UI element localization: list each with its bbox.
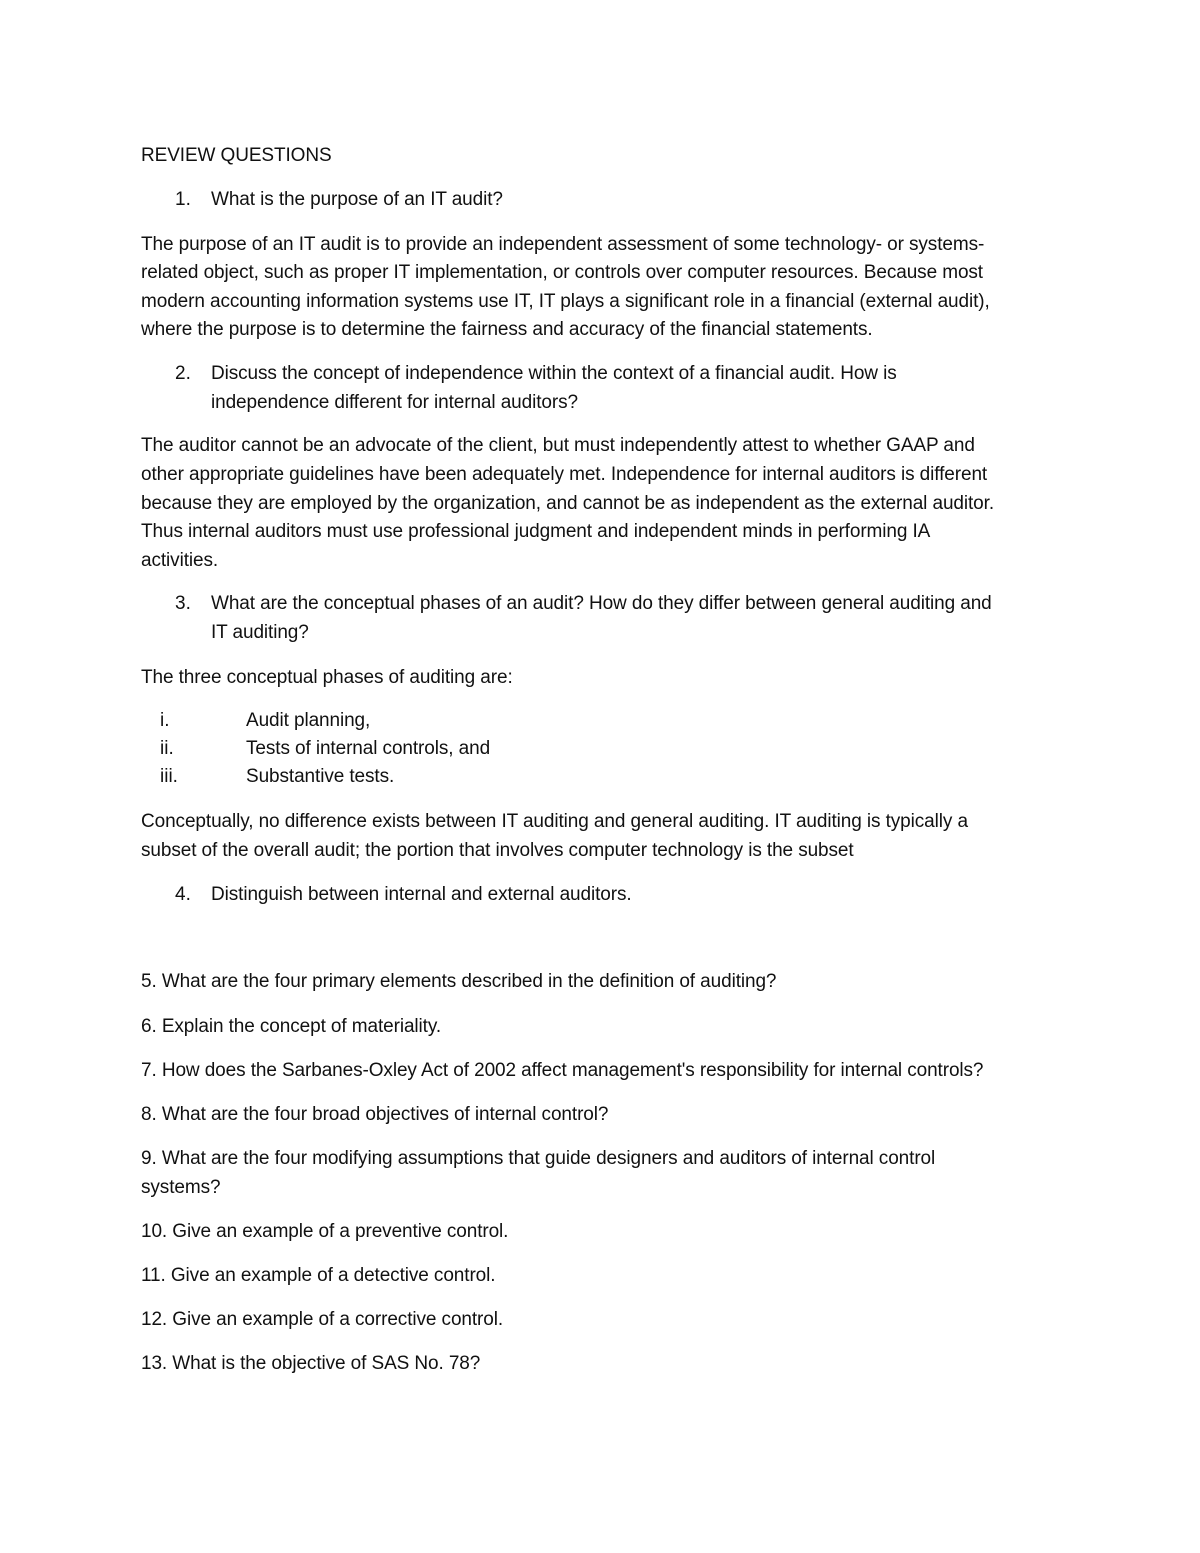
question-2-number: 2. [175, 363, 191, 384]
question-13: 13. What is the objective of SAS No. 78? [141, 1353, 481, 1374]
answer-3-conclusion-line: Conceptually, no difference exists between IT auditing and general auditing. IT auditing is typically a [141, 811, 968, 832]
phase-number: ii. [160, 738, 174, 759]
answer-2-line: Thus internal auditors must use professional judgment and independent minds in performing IA [141, 521, 931, 542]
phase-number: i. [160, 710, 170, 731]
question-5: 5. What are the four primary elements described in the definition of auditing? [141, 971, 777, 992]
question-10: 10. Give an example of a preventive control. [141, 1221, 509, 1242]
phase-text: Substantive tests. [246, 766, 395, 787]
answer-3-intro: The three conceptual phases of auditing are: [141, 667, 513, 688]
answer-1-line: modern accounting information systems use IT, IT plays a significant role in a financial (external audit), [141, 291, 990, 312]
question-9-line: systems? [141, 1177, 221, 1198]
question-9-line: 9. What are the four modifying assumptions that guide designers and auditors of internal control [141, 1148, 936, 1169]
answer-1-line: where the purpose is to determine the fairness and accuracy of the financial statements. [141, 319, 873, 340]
question-1-number: 1. [175, 189, 191, 210]
question-2-line: Discuss the concept of independence within the context of a financial audit. How is [211, 363, 897, 384]
phase-text: Tests of internal controls, and [246, 738, 491, 759]
answer-1-line: related object, such as proper IT implementation, or controls over computer resources. Because most [141, 262, 983, 283]
answer-2-line: because they are employed by the organization, and cannot be as independent as the external auditor. [141, 493, 994, 514]
question-6: 6. Explain the concept of materiality. [141, 1016, 442, 1037]
answer-1-line: The purpose of an IT audit is to provide an independent assessment of some technology- or systems- [141, 234, 985, 255]
question-11: 11. Give an example of a detective control. [141, 1265, 496, 1286]
question-4-text: Distinguish between internal and external auditors. [211, 884, 632, 905]
answer-2-line: other appropriate guidelines have been adequately met. Independence for internal auditors is different [141, 464, 988, 485]
answer-2-line: The auditor cannot be an advocate of the client, but must independently attest to whether GAAP and [141, 435, 975, 456]
phase-number: iii. [160, 766, 178, 787]
question-2-line: independence different for internal auditors? [211, 392, 578, 413]
phase-text: Audit planning, [246, 710, 371, 731]
question-1-text: What is the purpose of an IT audit? [211, 189, 503, 210]
question-12: 12. Give an example of a corrective control. [141, 1309, 504, 1330]
answer-2-line: activities. [141, 550, 219, 571]
question-3-line: IT auditing? [211, 622, 309, 643]
question-4-number: 4. [175, 884, 191, 905]
question-3-line: What are the conceptual phases of an audit? How do they differ between general auditing and [211, 593, 992, 614]
question-8: 8. What are the four broad objectives of internal control? [141, 1104, 609, 1125]
document-title: REVIEW QUESTIONS [141, 145, 332, 166]
question-3-number: 3. [175, 593, 191, 614]
question-7: 7. How does the Sarbanes-Oxley Act of 2002 affect management's responsibility for internal controls? [141, 1060, 984, 1081]
answer-3-conclusion-line: subset of the overall audit; the portion that involves computer technology is the subset [141, 840, 854, 861]
